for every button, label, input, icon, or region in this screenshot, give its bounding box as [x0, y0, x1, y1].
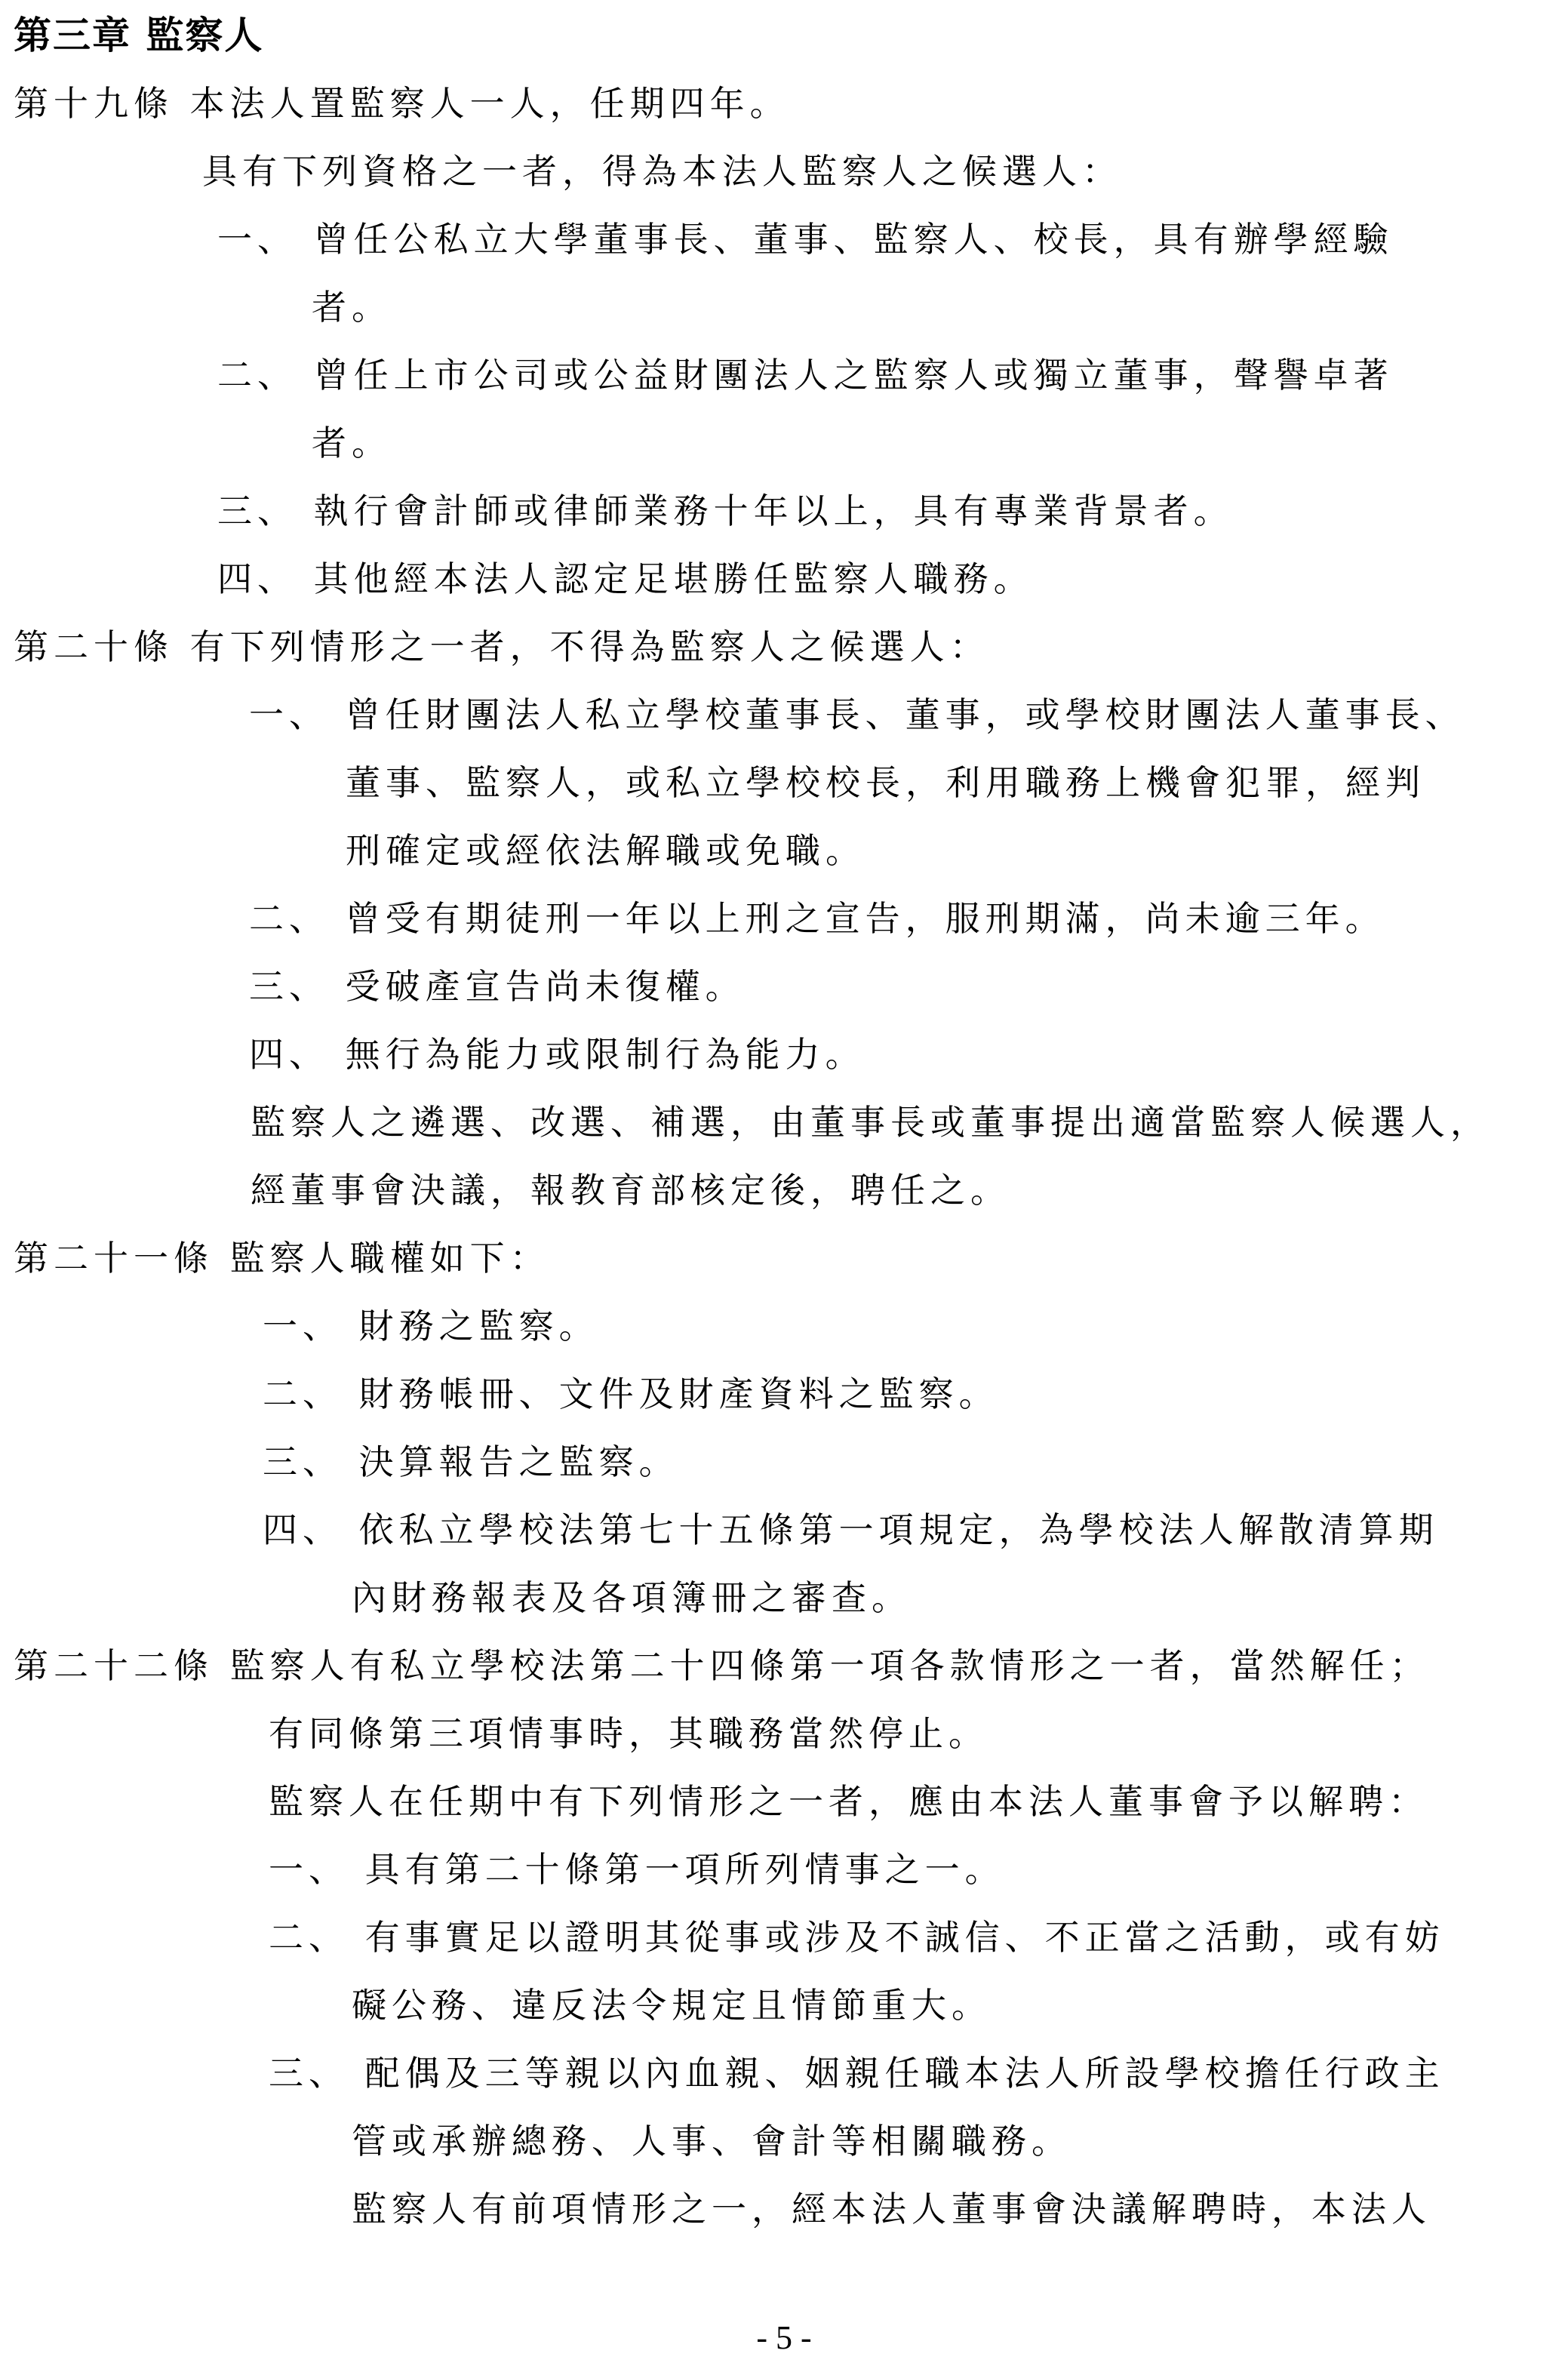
page-number: - 5 - [756, 2319, 812, 2356]
article-21-item-3: 三、 決算報告之監察。 [263, 1441, 679, 1482]
article-20-item-4: 四、 無行為能力或限制行為能力。 [249, 1034, 865, 1075]
article-19-item-4: 四、 其他經本法人認定足堪勝任監察人職務。 [217, 558, 1034, 599]
article-22-item-2-continued: 礙公務、違反法令規定且情節重大。 [352, 1985, 992, 2026]
article-19-item-2: 二、 曾任上市公司或公益財團法人之監察人或獨立董事，聲譽卓著 [217, 355, 1394, 395]
article-22-item-1: 一、 具有第二十條第一項所列情事之一。 [269, 1849, 1005, 1890]
article-21-item-1: 一、 財務之監察。 [263, 1306, 599, 1346]
article-21-item-2: 二、 財務帳冊、文件及財產資料之監察。 [263, 1374, 999, 1414]
article-20-item-3: 三、 受破產宣告尚未復權。 [249, 966, 746, 1007]
article-20-paragraph-continued: 經董事會決議，報教育部核定後，聘任之。 [251, 1170, 1010, 1211]
article-22-item-3-continued: 管或承辦總務、人事、會計等相關職務。 [352, 2121, 1071, 2161]
article-19-item-1-continued: 者。 [312, 287, 392, 328]
chapter-heading: 第三章 監察人 [14, 14, 264, 57]
document-body [14, 2, 1560, 2243]
article-19-paragraph: 具有下列資格之一者，得為本法人監察人之候選人： [202, 151, 1122, 192]
article-21-item-4-continued: 內財務報表及各項簿冊之審查。 [352, 1577, 912, 1618]
article-20-line: 第二十條 有下列情形之一者，不得為監察人之候選人： [14, 626, 990, 667]
article-20-item-1: 一、 曾任財團法人私立學校董事長、董事，或學校財團法人董事長、 [249, 694, 1465, 735]
article-20-paragraph: 監察人之遴選、改選、補選，由董事長或董事提出適當監察人候選人， [251, 1102, 1490, 1143]
article-19-line: 第十九條 本法人置監察人一人，任期四年。 [14, 83, 790, 124]
article-22-paragraph: 監察人在任期中有下列情形之一者，應由本法人董事會予以解聘： [269, 1781, 1428, 1822]
article-22-item-3: 三、 配偶及三等親以內血親、姻親任職本法人所設學校擔任行政主 [269, 2053, 1445, 2094]
article-20-item-1-continued: 刑確定或經依法解職或免職。 [346, 830, 865, 871]
article-20-item-1-continued: 董事、監察人，或私立學校校長，利用職務上機會犯罪，經判 [346, 762, 1425, 803]
article-21-item-4: 四、 依私立學校法第七十五條第一項規定，為學校法人解散清算期 [263, 1509, 1439, 1550]
article-22-closing-paragraph: 監察人有前項情形之一，經本法人董事會決議解聘時，本法人 [352, 2189, 1431, 2229]
article-22-line-continued: 有同條第三項情事時，其職務當然停止。 [269, 1713, 988, 1754]
article-22-item-2: 二、 有事實足以證明其從事或涉及不誠信、不正當之活動，或有妨 [269, 1917, 1445, 1958]
article-19-item-3: 三、 執行會計師或律師業務十年以上，具有專業背景者。 [217, 491, 1234, 531]
article-19-item-2-continued: 者。 [312, 423, 392, 463]
article-22-line: 第二十二條 監察人有私立學校法第二十四條第一項各款情形之一者，當然解任； [14, 1645, 1430, 1686]
article-21-line: 第二十一條 監察人職權如下： [14, 1238, 550, 1278]
article-20-item-2: 二、 曾受有期徒刑一年以上刑之宣告，服刑期滿，尚未逾三年。 [249, 898, 1385, 939]
article-19-item-1: 一、 曾任公私立大學董事長、董事、監察人、校長，具有辦學經驗 [217, 219, 1394, 260]
